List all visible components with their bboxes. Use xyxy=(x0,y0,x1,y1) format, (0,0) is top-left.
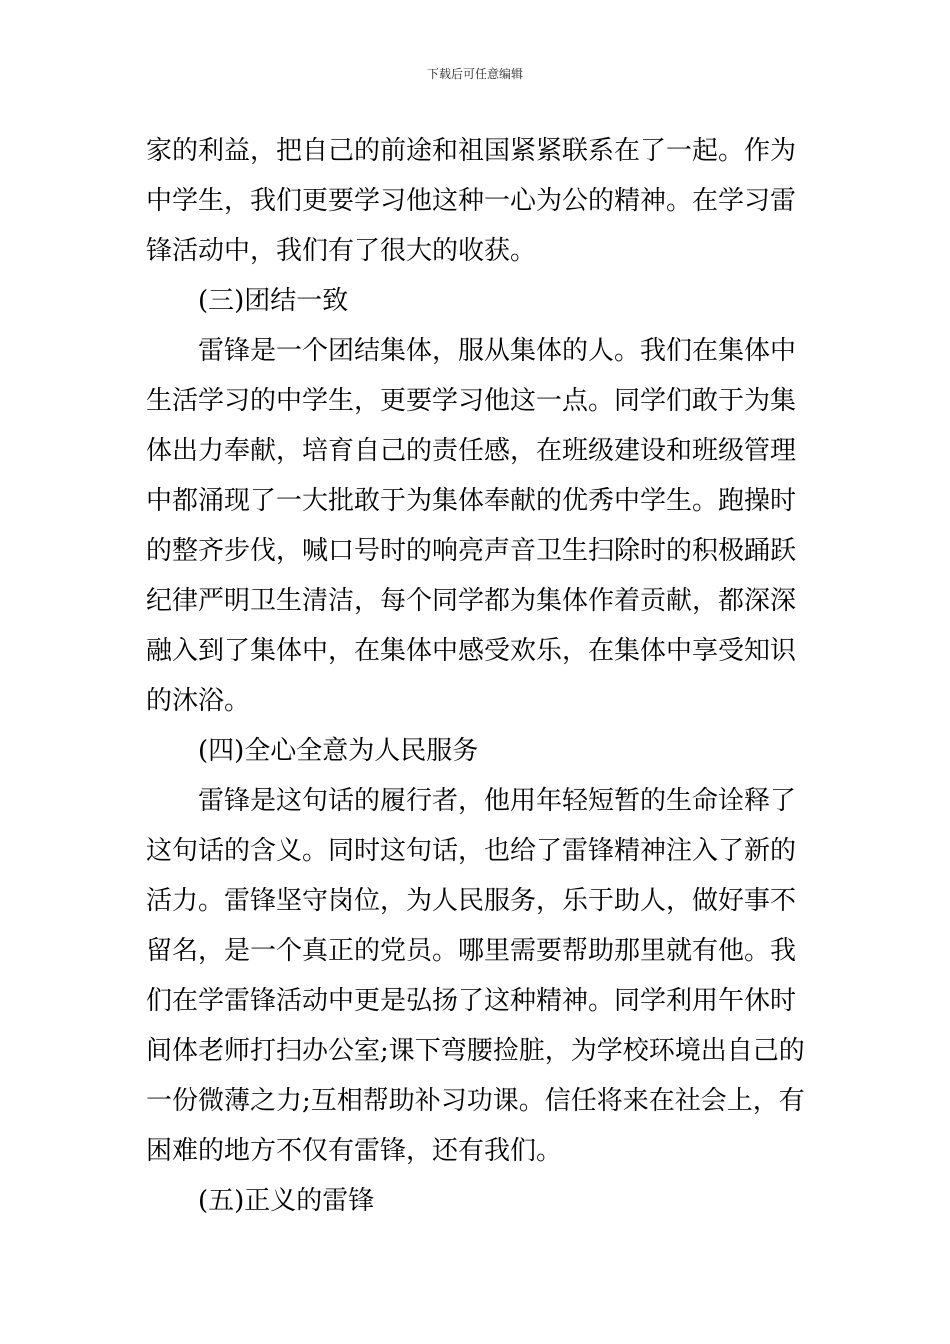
text-line: 融入到了集体中，在集体中感受欢乐，在集体中享受知识 xyxy=(146,636,797,666)
section-heading: (五)正义的雷锋 xyxy=(198,1186,375,1216)
text-line: 们在学雷锋活动中更是弘扬了这种精神。同学利用午休时 xyxy=(146,986,797,1016)
text-line: 这句话的含义。同时这句话，也给了雷锋精神注入了新的 xyxy=(146,836,797,866)
text-line: 锋活动中，我们有了很大的收获。 xyxy=(146,236,537,266)
text-line: 中学生，我们更要学习他这种一心为公的精神。在学习雷 xyxy=(146,186,797,216)
text-line: 间体老师打扫办公室;课下弯腰捡脏，为学校环境出自己的 xyxy=(146,1036,805,1066)
text-line: 的沐浴。 xyxy=(146,686,251,716)
page-header: 下载后可任意编辑 xyxy=(426,67,523,81)
text-line: 留名，是一个真正的党员。哪里需要帮助那里就有他。我 xyxy=(146,936,797,966)
section-heading: (三)团结一致 xyxy=(198,286,349,316)
text-line: 一份微薄之力;互相帮助补习功课。信任将来在社会上，有 xyxy=(146,1086,805,1116)
text-line: 中都涌现了一大批敢于为集体奉献的优秀中学生。跑操时 xyxy=(146,486,797,516)
document-body xyxy=(146,126,806,1226)
paragraph-first-line: 雷锋是一个团结集体，服从集体的人。我们在集体中 xyxy=(198,336,797,366)
text-line: 体出力奉献，培育自己的责任感，在班级建设和班级管理 xyxy=(146,436,797,466)
text-line: 活力。雷锋坚守岗位，为人民服务，乐于助人，做好事不 xyxy=(146,886,797,916)
paragraph-first-line: 雷锋是这句话的履行者，他用年轻短暂的生命诠释了 xyxy=(198,786,797,816)
text-line: 家的利益，把自己的前途和祖国紧紧联系在了一起。作为 xyxy=(146,136,797,166)
text-line: 困难的地方不仅有雷锋，还有我们。 xyxy=(146,1136,563,1166)
text-line: 生活学习的中学生，更要学习他这一点。同学们敢于为集 xyxy=(146,386,797,416)
section-heading: (四)全心全意为人民服务 xyxy=(198,736,479,766)
text-line: 的整齐步伐，喊口号时的响亮声音卫生扫除时的积极踊跃 xyxy=(146,536,797,566)
text-line: 纪律严明卫生清洁，每个同学都为集体作着贡献，都深深 xyxy=(146,586,797,616)
